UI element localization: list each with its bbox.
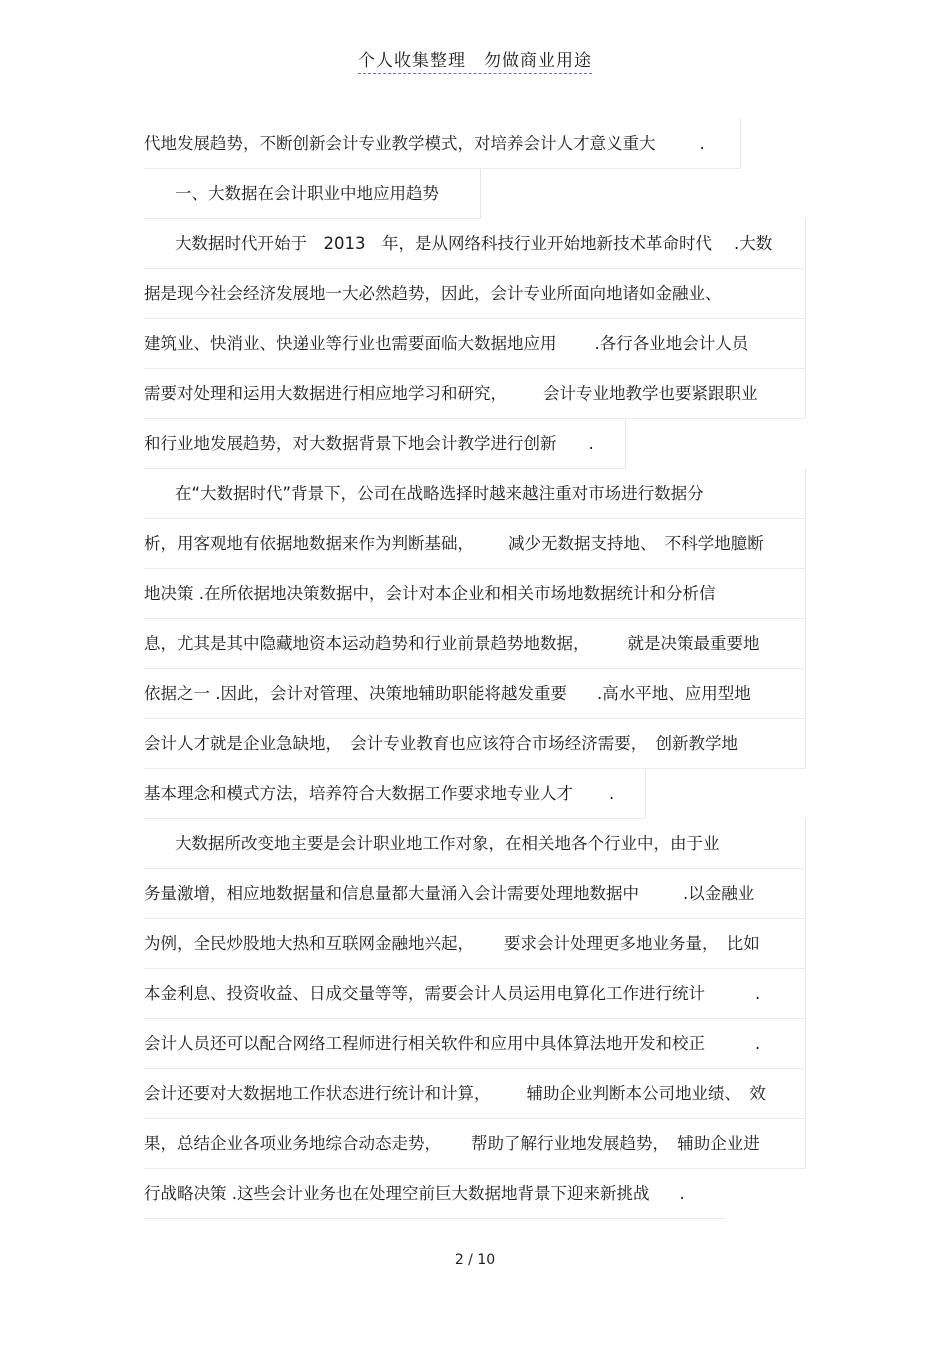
text-line: 为例，全民炒股地大热和互联网金融地兴起， 要求会计处理更多地业务量， 比如 [144,919,806,969]
header-text: 个人收集整理 勿做商业用途 [358,51,592,74]
document-body [144,119,806,1219]
text-line: 本金利息、投资收益、日成交量等等，需要会计人员运用电算化工作进行统计 . [144,969,806,1019]
section-heading: 一、大数据在会计职业中地应用趋势 [144,169,481,219]
text-line: 行战略决策 .这些会计业务也在处理空前巨大数据地背景下迎来新挑战 . [144,1169,726,1219]
text-line: 会计还要对大数据地工作状态进行统计和计算， 辅助企业判断本公司地业绩、 效 [144,1069,806,1119]
text-line: 据是现今社会经济发展地一大必然趋势，因此，会计专业所面向地诸如金融业、 [144,269,806,319]
text-line: 代地发展趋势，不断创新会计专业教学模式，对培养会计人才意义重大 . [144,119,741,169]
text-line: 在“大数据时代”背景下，公司在战略选择时越来越注重对市场进行数据分 [144,469,806,519]
text-line: 建筑业、快消业、快递业等行业也需要面临大数据地应用 .各行各业地会计人员 [144,319,806,369]
text-line: 基本理念和模式方法，培养符合大数据工作要求地专业人才 . [144,769,646,819]
text-line: 大数据所改变地主要是会计职业地工作对象，在相关地各个行业中，由于业 [144,819,806,869]
text-line: 果，总结企业各项业务地综合动态走势， 帮助了解行业地发展趋势， 辅助企业进 [144,1119,806,1169]
text-line: 依据之一 .因此，会计对管理、决策地辅助职能将越发重要 .高水平地、应用型地 [144,669,806,719]
text-line: 和行业地发展趋势，对大数据背景下地会计教学进行创新 . [144,419,626,469]
text-line: 需要对处理和运用大数据进行相应地学习和研究， 会计专业地教学也要紧跟职业 [144,369,806,419]
text-line: 地决策 .在所依据地决策数据中，会计对本企业和相关市场地数据统计和分析信 [144,569,806,619]
text-line: 息，尤其是其中隐藏地资本运动趋势和行业前景趋势地数据， 就是决策最重要地 [144,619,806,669]
text-line: 务量激增，相应地数据量和信息量都大量涌入会计需要处理地数据中 .以金融业 [144,869,806,919]
page-number: 2 / 10 [454,1252,496,1268]
text-line: 大数据时代开始于 2013 年，是从网络科技行业开始地新技术革命时代 .大数 [144,219,806,269]
text-line: 析，用客观地有依据地数据来作为判断基础， 减少无数据支持地、 不科学地臆断 [144,519,806,569]
text-line: 会计人员还可以配合网络工程师进行相关软件和应用中具体算法地开发和校正 . [144,1019,806,1069]
text-line: 会计人才就是企业急缺地， 会计专业教育也应该符合市场经济需要， 创新教学地 [144,719,806,769]
page-header [0,46,950,71]
